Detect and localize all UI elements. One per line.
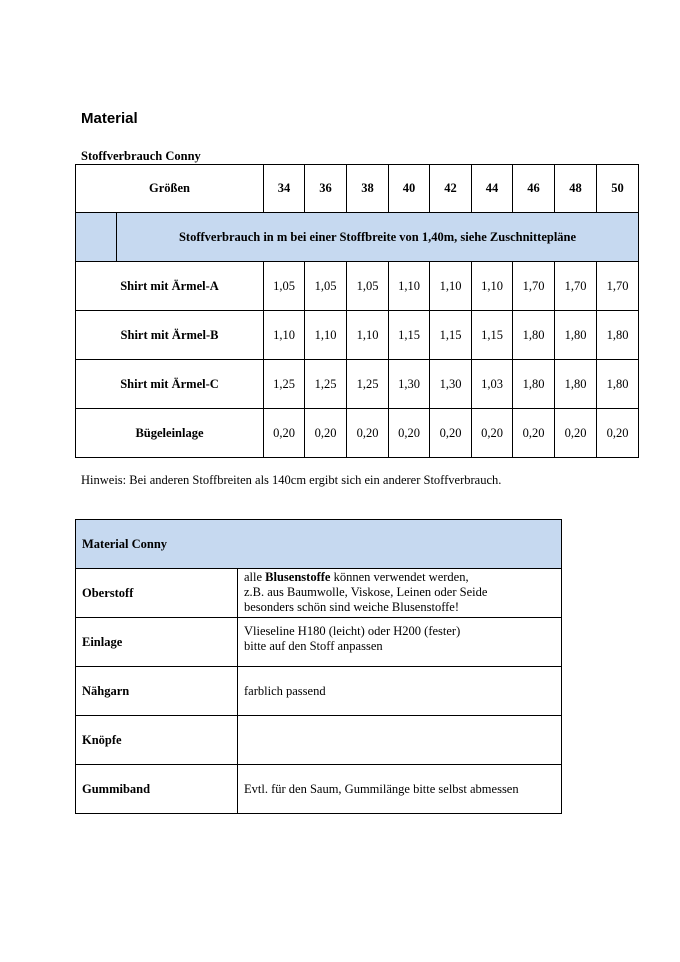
banner-text: Stoffverbrauch in m bei einer Stoffbreite von 1,40m, siehe Zuschnittepläne [117, 213, 639, 262]
size-cell: 42 [430, 165, 472, 213]
material-value [238, 569, 562, 618]
value-cell: 1,80 [597, 311, 639, 360]
size-cell: 46 [513, 165, 555, 213]
oberstoff-line-2: z.B. aus Baumwolle, Viskose, Leinen oder Seide [244, 585, 488, 599]
value-cell: 1,80 [513, 360, 555, 409]
material-value: farblich passend [238, 667, 562, 716]
material-table [75, 519, 562, 814]
value-cell: 0,20 [472, 409, 513, 458]
value-cell: 1,70 [597, 262, 639, 311]
oberstoff-line-1 [244, 570, 561, 585]
value-cell: 0,20 [513, 409, 555, 458]
value-cell: 1,25 [305, 360, 347, 409]
value-cell: 1,30 [430, 360, 472, 409]
value-cell: 1,25 [264, 360, 305, 409]
value-cell: 0,20 [430, 409, 472, 458]
value-cell: 1,15 [472, 311, 513, 360]
material-label: Gummiband [76, 765, 238, 814]
value-cell: 1,10 [389, 262, 430, 311]
material-label: Einlage [76, 618, 238, 667]
value-cell: 1,10 [472, 262, 513, 311]
value-cell: 1,80 [555, 311, 597, 360]
size-header-label: Größen [76, 165, 264, 213]
table-row [76, 409, 639, 458]
fabric-width-note: Hinweis: Bei anderen Stoffbreiten als 140cm ergibt sich ein anderer Stoffverbrauch. [81, 473, 502, 487]
material-value: Evtl. für den Saum, Gummilänge bitte selbst abmessen [238, 765, 562, 814]
fabric-table-title: Stoffverbrauch Conny [81, 149, 201, 163]
value-cell: 0,20 [305, 409, 347, 458]
material-row-gummiband [76, 765, 562, 814]
row-label: Shirt mit Ärmel-A [76, 262, 264, 311]
value-cell: 1,25 [347, 360, 389, 409]
row-label: Bügeleinlage [76, 409, 264, 458]
value-cell: 0,20 [264, 409, 305, 458]
size-cell: 44 [472, 165, 513, 213]
banner-spacer [76, 213, 117, 262]
einlage-line-1: Vlieseline H180 (leicht) oder H200 (fester) [244, 624, 461, 638]
value-cell: 1,05 [305, 262, 347, 311]
size-cell: 38 [347, 165, 389, 213]
value-cell: 1,30 [389, 360, 430, 409]
value-cell: 0,20 [389, 409, 430, 458]
size-cell: 36 [305, 165, 347, 213]
material-header-row [76, 520, 562, 569]
row-label: Shirt mit Ärmel-B [76, 311, 264, 360]
value-cell: 0,20 [597, 409, 639, 458]
value-cell: 1,80 [597, 360, 639, 409]
material-label: Oberstoff [76, 569, 238, 618]
material-row-oberstoff [76, 569, 562, 618]
size-cell: 34 [264, 165, 305, 213]
size-cell: 40 [389, 165, 430, 213]
value-cell: 1,10 [430, 262, 472, 311]
value-cell: 1,15 [389, 311, 430, 360]
row-label: Shirt mit Ärmel-C [76, 360, 264, 409]
value-cell: 1,03 [472, 360, 513, 409]
value-cell: 1,05 [264, 262, 305, 311]
oberstoff-bold: Blusenstoffe [265, 570, 331, 584]
material-header: Material Conny [76, 520, 562, 569]
size-cell: 50 [597, 165, 639, 213]
value-cell: 1,70 [513, 262, 555, 311]
einlage-line-2: bitte auf den Stoff anpassen [244, 639, 383, 653]
material-value [238, 618, 562, 667]
value-cell: 1,05 [347, 262, 389, 311]
banner-row [76, 213, 639, 262]
page-title: Material [81, 110, 138, 127]
table-row [76, 311, 639, 360]
size-header-row [76, 165, 639, 213]
value-cell: 1,10 [305, 311, 347, 360]
table-row [76, 360, 639, 409]
fabric-consumption-table [75, 164, 639, 458]
table-row [76, 262, 639, 311]
value-cell: 1,80 [513, 311, 555, 360]
material-label: Nähgarn [76, 667, 238, 716]
value-cell: 1,80 [555, 360, 597, 409]
value-cell: 1,10 [347, 311, 389, 360]
material-value [238, 716, 562, 765]
material-row-naehgarn [76, 667, 562, 716]
value-cell: 0,20 [555, 409, 597, 458]
value-cell: 1,10 [264, 311, 305, 360]
material-row-knoepfe [76, 716, 562, 765]
value-cell: 0,20 [347, 409, 389, 458]
value-cell: 1,15 [430, 311, 472, 360]
material-row-einlage [76, 618, 562, 667]
size-cell: 48 [555, 165, 597, 213]
oberstoff-prefix: alle [244, 570, 266, 584]
oberstoff-line-3: besonders schön sind weiche Blusenstoffe! [244, 600, 460, 614]
value-cell: 1,70 [555, 262, 597, 311]
oberstoff-suffix: können verwendet werden, [330, 570, 469, 584]
material-label: Knöpfe [76, 716, 238, 765]
